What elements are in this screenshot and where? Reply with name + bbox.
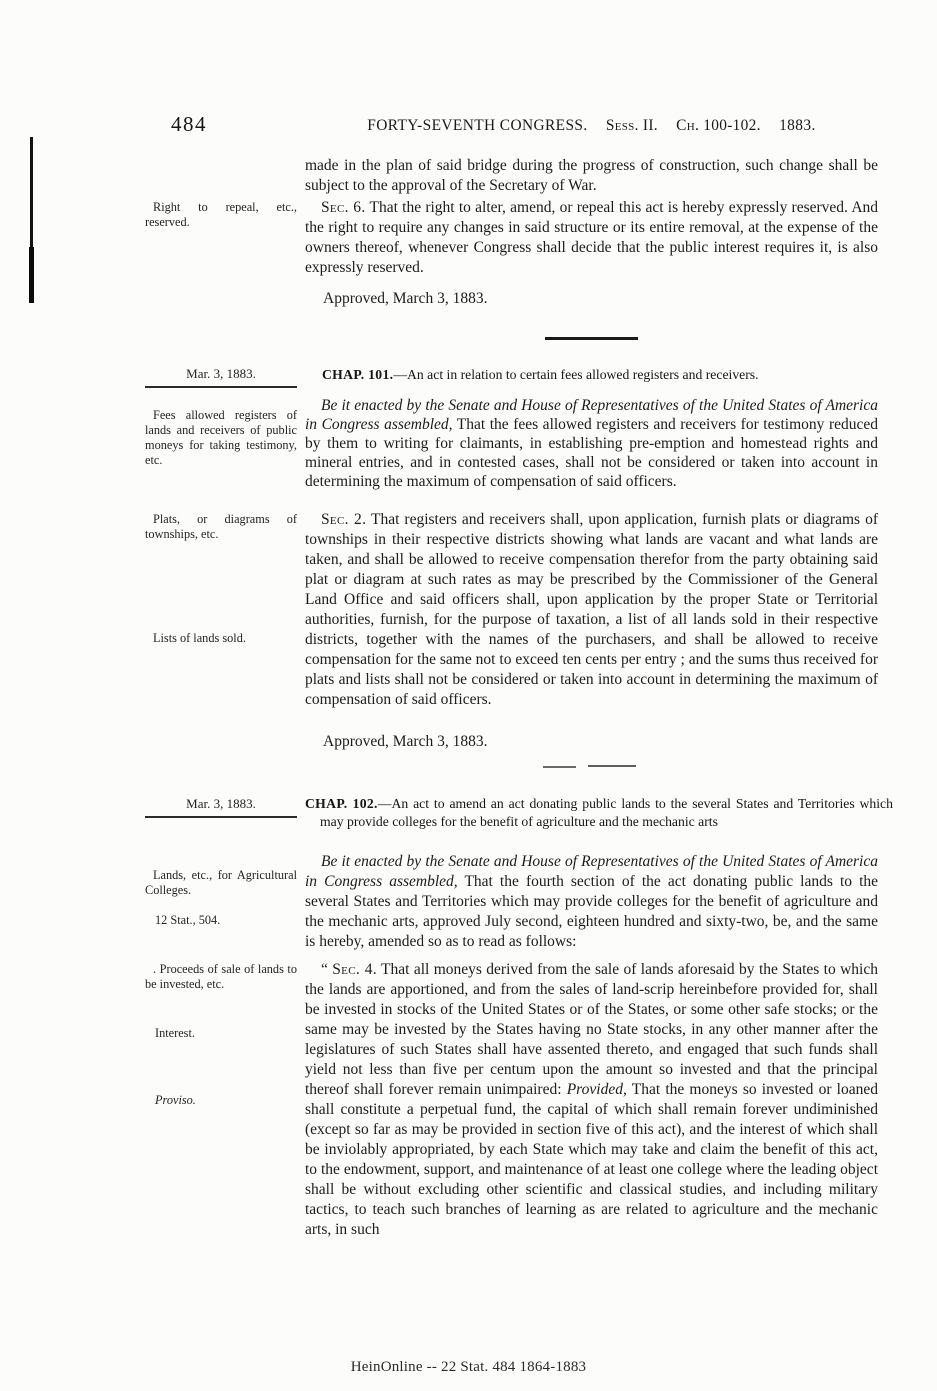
chap101-number: CHAP. 101. — [322, 367, 394, 382]
margin-date-chap101: Mar. 3, 1883. — [145, 366, 297, 388]
scan-artifact-line-thick — [29, 247, 34, 303]
margin-note-plats-diagrams: Plats, or diagrams of townships, etc. — [145, 512, 297, 541]
running-head-congress: FORTY-SEVENTH CONGRESS. — [367, 117, 588, 134]
margin-date-chap102: Mar. 3, 1883. — [145, 796, 297, 818]
sec4-text-2: That the moneys so invested or loaned shall constitute a perpetual fund, the capital of which shall remain forever undiminished (except so far as may be provided in section five of this act), and the interest of which shall be inviolably appropriated, by each State which may take and claim the benefit of this act, to the endowment, support, and maintenance of at least one college where the leading object shall be without excluding other scientific and classical studies, and including military tactics, to teach such branches of learning as are related to agriculture and the mechanic arts, in such — [305, 1081, 878, 1238]
margin-note-interest: Interest. — [155, 1026, 195, 1040]
running-head-session: Sess. II. — [605, 117, 658, 134]
margin-note-fees-allowed: Fees allowed registers of lands and receivers of public moneys for taking testimony, etc. — [145, 408, 297, 467]
sec2-label: Sec. 2. — [321, 511, 367, 528]
section-divider-broken — [543, 764, 643, 768]
heading-chap102 — [305, 795, 893, 830]
chap101-sec1-text: That the fees allowed registers and receivers for testimony reduced by them to writing for claimants, in establishing pre-emption and homestead rights and mineral entries, and in contested cases, shall not be considered or taken into account in determining the maximum of compensation of said officers. — [305, 415, 878, 490]
running-head-year: 1883. — [779, 117, 816, 134]
enacting-clause-chap101: Be it enacted by the Senate and House of Representatives of the United States of America in Congress assembled, — [305, 397, 878, 433]
margin-note-right-to-repeal: Right to repeal, etc., reserved. — [145, 200, 297, 229]
heading-chap101 — [305, 366, 878, 384]
margin-note-lands-agricultural-colleges: Lands, etc., for Agricultural Colleges. — [145, 868, 297, 897]
enacting-clause-chap102: Be it enacted by the Senate and House of Representatives of the United States of America in Congress assembled, — [305, 853, 878, 890]
paragraph-chap102-sec4 — [305, 960, 878, 1240]
paragraph-chap102-intro — [305, 852, 878, 952]
paragraph-chap100-continuation: made in the plan of said bridge during the progress of construction, such change shall be subject to the approval of the Secretary of War. — [305, 157, 878, 194]
divider-dash — [543, 766, 576, 768]
sec4-text-1: That all moneys derived from the sale of lands aforesaid by the States to which the lands are apportioned, and from the sales of land-scrip hereinbefore provided for, shall be invested in stocks of the United States or of the States, or some other safe stocks; or the same may be invested by the States having no State stocks, in any other manner after the legislatures of such States shall have assented thereto, and engaged that such funds shall yield not less than five per centum upon the amount so invested and that the principal thereof shall forever remain unimpaired: — [305, 961, 878, 1098]
section-divider — [545, 337, 638, 340]
footer-citation: HeinOnline -- 22 Stat. 484 1864-1883 — [350, 1359, 587, 1375]
running-head-chapters: Ch. 100-102. — [676, 117, 761, 134]
chap102-title: —An act to amend an act donating public lands to the several States and Territories which may provide colleges for the benefit of agriculture and the mechanic arts — [320, 796, 893, 829]
running-head — [305, 117, 878, 135]
page-number: 484 — [171, 112, 207, 136]
approved-line-chap100: Approved, March 3, 1883. — [323, 290, 488, 307]
sec2-text: That registers and receivers shall, upon application, furnish plats or diagrams of townships in their respective districts showing what lands are vacant and what lands are taken, and shall be allowed to receive compensation therefor from the party obtaining said plat or diagram at such rates as may be prescribed by the Commissioner of the General Land Office and said officers shall, upon application by the proper State or Territorial authorities, furnish, for the purpose of taxation, a list of all lands sold in their respective districts, together with the names of the purchasers, and shall be allowed to receive compensation for the same not to exceed ten cents per entry ; and the sums thus received for plats and lists shall not be considered or taken into account in determining the maximum of compensation of said officers. — [305, 511, 878, 708]
paragraph-chap101-sec2 — [305, 510, 878, 710]
sec4-label: Sec. 4. — [332, 961, 377, 978]
paragraph-chap101-sec1 — [305, 397, 878, 492]
paragraph-sec6 — [305, 198, 878, 278]
margin-note-stat-citation: 12 Stat., 504. — [155, 913, 221, 927]
divider-dash — [588, 765, 636, 767]
chap102-number: CHAP. 102. — [305, 796, 378, 811]
sec6-label: Sec. 6. — [321, 199, 366, 216]
margin-note-lists-lands-sold: Lists of lands sold. — [153, 631, 246, 645]
approved-line-chap101: Approved, March 3, 1883. — [323, 733, 488, 750]
sec4-proviso-word: Provided, — [566, 1081, 627, 1098]
sec6-text: That the right to alter, amend, or repeal this act is hereby expressly reserved. And the right to require any changes in said structure or its entire removal, at the expense of the owners thereof, whenever Congress shall decide that the public interest requires it, is also expressly reserved. — [305, 199, 879, 276]
margin-note-proceeds-of-sale: . Proceeds of sale of lands to be invested, etc. — [145, 962, 297, 991]
chap101-title: —An act in relation to certain fees allowed registers and receivers. — [393, 367, 759, 382]
margin-note-proviso: Proviso. — [155, 1093, 196, 1107]
sec4-open-quote: “ — [321, 961, 333, 978]
chap102-intro-text: That the fourth section of the act donating public lands to the several States and Territories which may provide colleges for the benefit of agriculture and the mechanic arts, approved July second, eighteen hundred and sixty-two, be, and the same is hereby, amended so as to read as follows: — [305, 873, 879, 950]
